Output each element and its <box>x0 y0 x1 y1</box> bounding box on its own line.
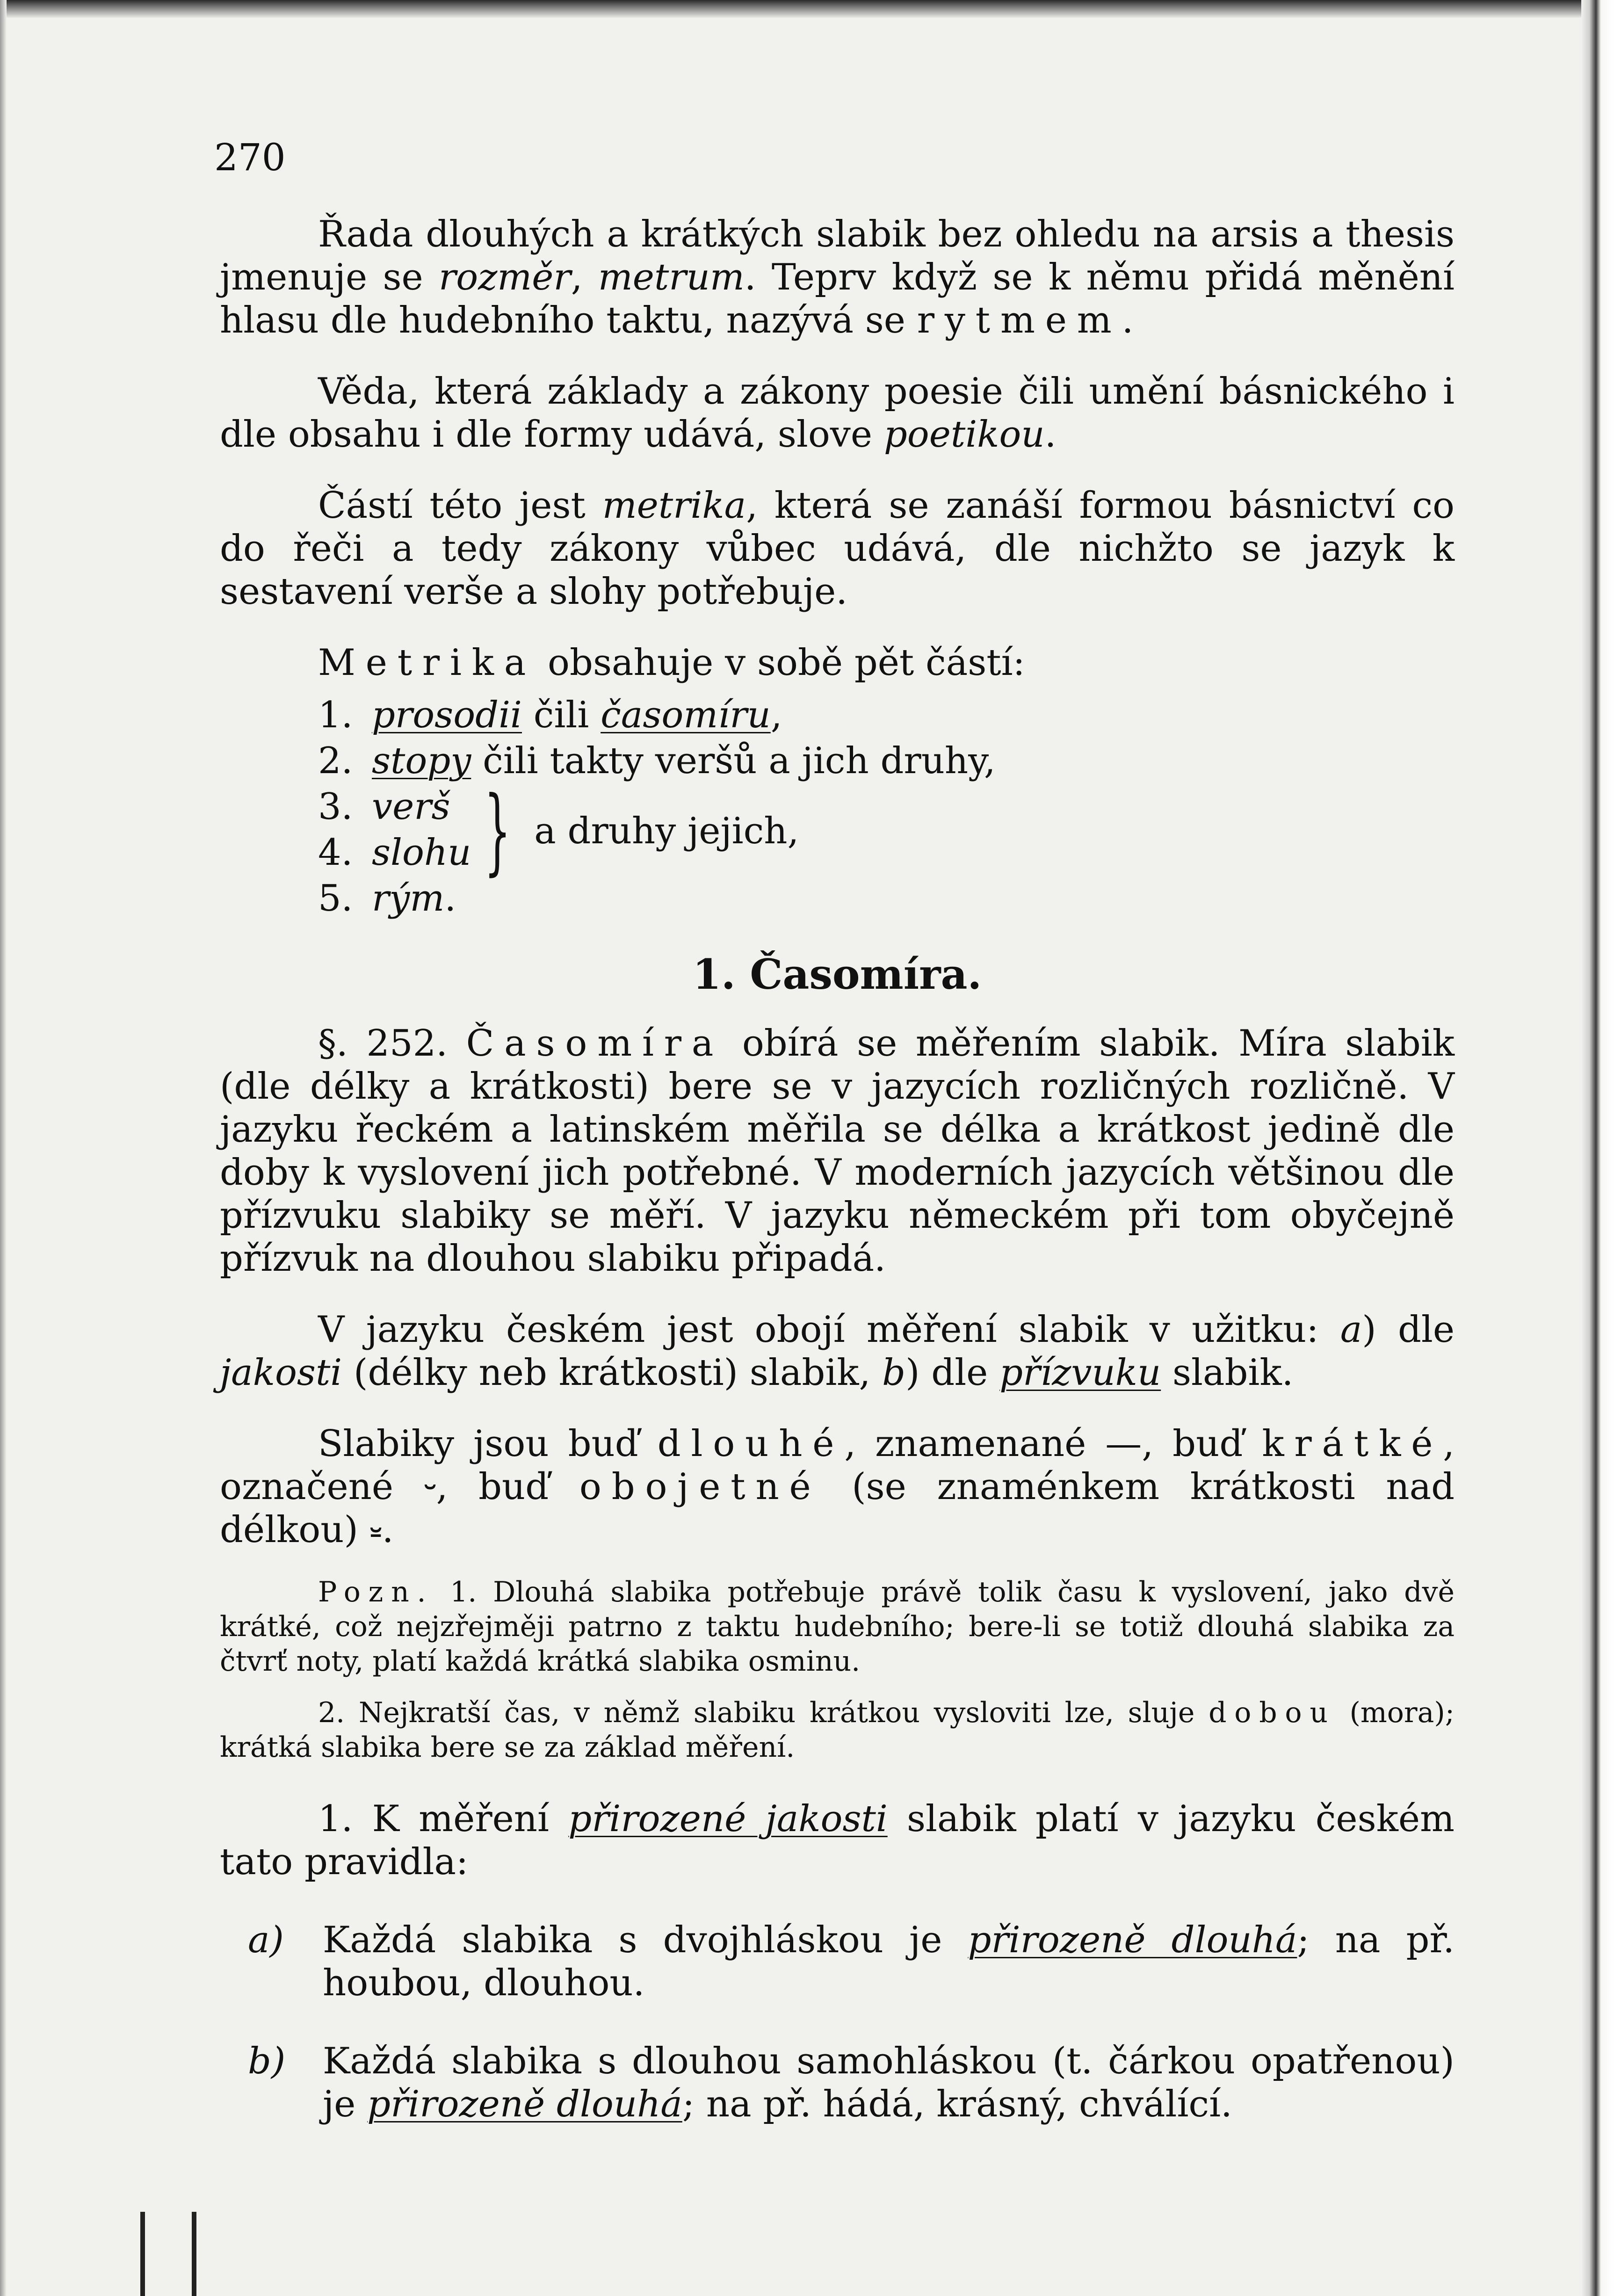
term-metrika: metrika <box>602 485 746 527</box>
term-prirozene-jakosti: přirozené jakosti <box>568 1798 888 1840</box>
binding-mark <box>192 2212 196 2296</box>
term-casomira: Časomíra <box>466 1022 724 1065</box>
paragraph-poetika: Věda, která základy a zákony poesie čili umění básnického i dle obsahu i dle formy udává, slove poetikou. <box>220 370 1455 456</box>
paragraph-mereni: V jazyku českém jest obojí měření slabik v užitku: a) dle jakosti (délky neb krátkosti) slabik, b) dle přízvuku slabik. <box>220 1309 1455 1394</box>
term-rozmer: rozměr <box>438 256 571 298</box>
binding-mark <box>140 2212 145 2296</box>
term-rytmem: rytmem <box>917 299 1122 341</box>
paragraph-rules-intro: 1. K měření přirozené jakosti slabik platí v jazyku českém tato pravidla: <box>220 1798 1455 1883</box>
brace-text: a druhy jejich, <box>534 810 799 852</box>
list-item: 3. verš <box>318 786 450 828</box>
list-item: 2. stopy čili takty veršů a jich druhy, <box>318 740 996 782</box>
term-obojetne: obojetné <box>579 1466 821 1508</box>
term-metrum: metrum <box>598 256 745 298</box>
scan-edge-right <box>1581 0 1614 2296</box>
note-2: 2. Nejkratší čas, v němž slabiku krátkou vysloviti lze, sluje dobou (mora); krátká slabika bere se za základ měření. <box>220 1696 1455 1764</box>
paragraph-casomira: §. 252. Časomíra obírá se měřením slabik. Míra slabik (dle délky a krátkosti) bere se v jazycích rozličných rozličně. V jazyku řeckém a latinském měřila se délka a krátkost jedině dle doby k vyslovení jich potřebné. V moderních jazycích většinou dle přízvuku slabiky se měří. V jazyku německém při tom obyčejně přízvuk na dlouhou slabiku připadá. <box>220 1022 1455 1280</box>
term-poetikou: poetikou <box>883 413 1045 456</box>
list-item: 5. rým. <box>318 877 456 920</box>
scan-edge-top <box>0 0 1614 18</box>
brace-symbol: } <box>484 776 511 885</box>
scan-edge-left <box>0 0 7 2296</box>
paragraph-parts-intro: Metrika obsahuje v sobě pět částí: <box>318 642 1025 684</box>
rule-b: b) Každá slabika s dlouhou samohláskou (t. čárkou opatřenou) je přirozeně dlouhá; na př. hádá, krásný, chválící. <box>248 2040 1455 2125</box>
note-1: Pozn. 1. Dlouhá slabika potřebuje právě tolik času k vyslovení, jako dvě krátké, což nejzřejměji patrno z taktu hudebního; bere-li se totiž dlouhá slabika za čtvrť noty, platí každá krátká slabika osminu. <box>220 1576 1455 1678</box>
term-jakosti: jakosti <box>220 1352 342 1394</box>
page-number: 270 <box>214 136 286 179</box>
list-item: 4. slohu <box>318 832 471 874</box>
parts-list <box>318 694 1455 923</box>
term-dobou: dobou <box>1209 1696 1336 1729</box>
term-dlouhe: dlouhé <box>657 1423 845 1465</box>
rule-a: a) Každá slabika s dvojhláskou je přirozeně dlouhá; na př. houbou, dlouhou. <box>248 1919 1455 2004</box>
paragraph-metrika: Částí této jest metrika, která se zanáší formou básnictví co do řeči a tedy zákony vůbec udává, dle nichžto se jazyk k sestavení verše a slohy potřebuje. <box>220 485 1455 613</box>
term-metrika-spaced: Metrika <box>318 642 536 684</box>
list-item: 1. prosodii čili časomíru, <box>318 694 782 736</box>
braced-items <box>318 776 1455 885</box>
paragraph-rozmer: Řada dlouhých a krátkých slabik bez ohledu na arsis a thesis jmenuje se rozměr, metrum. Teprv když se k němu přidá měnění hlasu dle hudebního taktu, nazývá se rytmem. <box>220 213 1455 341</box>
term-prizvuku: přízvuku <box>999 1352 1161 1394</box>
term-kratke: krátké <box>1262 1423 1443 1465</box>
page-body <box>220 136 1455 2126</box>
paragraph-slabiky: Slabiky jsou buď dlouhé, znamenané —, buď krátké, označené ⏑, buď obojetné (se znaménkem krátkosti nad délkou) ⏓. <box>220 1423 1455 1551</box>
section-heading: 1. Časomíra. <box>692 950 982 999</box>
